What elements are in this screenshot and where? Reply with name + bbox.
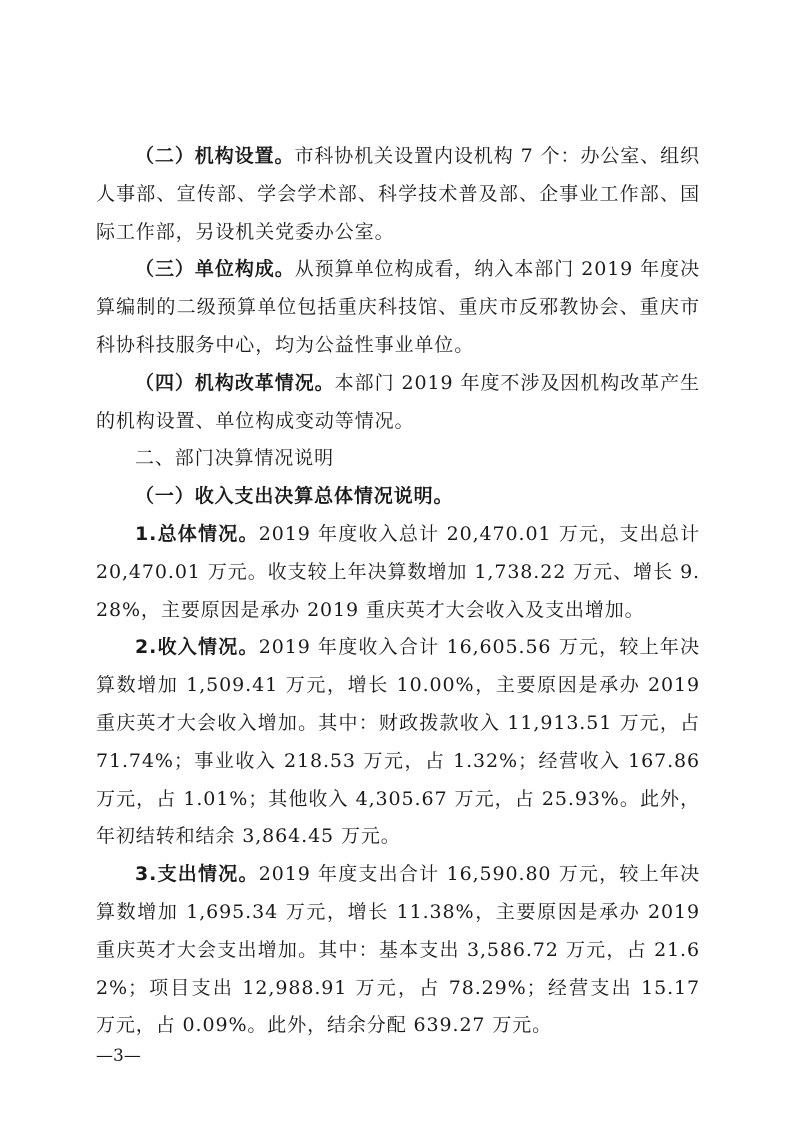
paragraph-expenditure [96, 856, 700, 1045]
paragraph-reform [96, 365, 700, 441]
section-heading: 二、部门决算情况说明 [135, 447, 335, 470]
paragraph-text: 市科协机关设置内设机构 7 个：办公室、组织人事部、宣传部、学会学术部、科学技术普及部、企事业工作部、国际工作部，另设机关党委办公室。 [96, 145, 700, 243]
paragraph-lead: 2.收入情况。 [135, 636, 259, 659]
paragraph-lead: （二）机构设置。 [135, 145, 295, 167]
paragraph-lead: 3.支出情况。 [135, 863, 259, 886]
paragraph-overall [96, 516, 700, 629]
paragraph-org-setup [96, 138, 700, 251]
paragraph-income [96, 629, 700, 856]
paragraph-text: 2019 年度收入总计 20,470.01 万元，支出总计 20,470.01 万元。收支较上年决算数增加 1,738.22 万元、增长 9.28%，主要原因是承办 2019 重庆英才大会收入及支出增加。 [96, 522, 700, 621]
subsection-heading: （一）收入支出决算总体情况说明。 [135, 485, 454, 508]
paragraph-lead: （三）单位构成。 [135, 258, 295, 281]
paragraph-lead: （四）机构改革情况。 [135, 371, 335, 394]
paragraph-text: 从预算单位构成看，纳入本部门 2019 年度决算编制的二级预算单位包括重庆科技馆、重庆市反邪教协会、重庆市科协科技服务中心，均为公益性事业单位。 [96, 258, 700, 356]
paragraph-text: 2019 年度收入合计 16,605.56 万元，较上年决算数增加 1,509.41 万元，增长 10.00%，主要原因是承办 2019 重庆英才大会收入增加。其中：财政拨款收入 11,913.51 万元，占 71.74%；事业收入 218.53 万元，占 1.32%；经营收入 167.86 万元，占 1.01%；其他收入 4,305.67 万元，占 25.93%。此外，年初结转和结余 3,864.45 万元。 [96, 636, 700, 848]
paragraph-text: 本部门 2019 年度不涉及因机构改革产生的机构设置、单位构成变动等情况。 [96, 371, 700, 432]
paragraph-text: 2019 年度支出合计 16,590.80 万元，较上年决算数增加 1,695.34 万元，增长 11.38%，主要原因是承办 2019 重庆英才大会支出增加。其中：基本支出 3,586.72 万元，占 21.62%；项目支出 12,988.91 万元，占 78.29%；经营支出 15.17 万元，占 0.09%。此外，结余分配 639.27 万元。 [96, 863, 700, 1037]
document-body [96, 138, 700, 1045]
paragraph-unit-composition [96, 251, 700, 364]
paragraph-lead: 1.总体情况。 [135, 522, 259, 545]
page-number: —3— [96, 1046, 141, 1066]
